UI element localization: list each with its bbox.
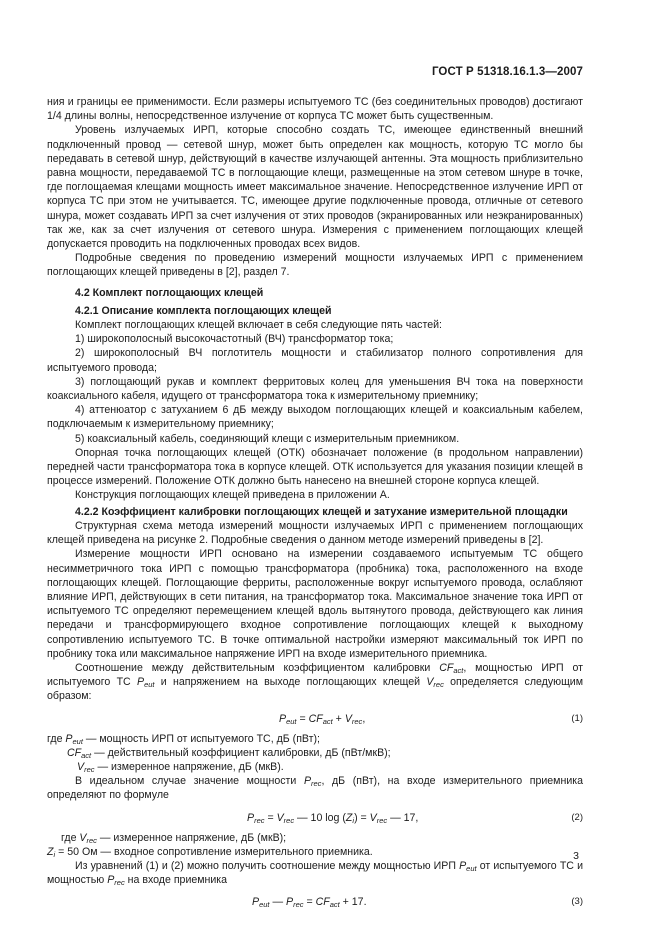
document-header-code: ГОСТ Р 51318.16.1.3—2007	[431, 66, 583, 78]
section-heading-4-2: 4.2 Комплект поглощающих клещей	[75, 286, 264, 299]
section-heading-4-2-1: 4.2.1 Описание комплекта поглощающих клещей	[75, 304, 332, 317]
paragraph: Структурная схема метода измерений мощности излучаемых ИРП с применением поглощающих клещей приведена на рисунке 2. Подробные сведения о данном методе измерений приведены в [2].	[47, 519, 583, 547]
paragraph-ideal-case: В идеальном случае значение мощности $P_{rec}$, дБ (пВт), на входе измерительного приемника определяют по формуле	[47, 775, 583, 802]
paragraph: Уровень излучаемых ИРП, которые способно создать ТС, имеющее единственный внешний подключенный провод — сетевой шнур, может быть определен как мощность, которую ТС могло бы передавать в сетевой шнур, действующий в качестве излучающей антенны. Эта мощность приблизительно равна мощности, передаваемой ТС в поглощающие клещи, размещенные на этом сетевом шнуре в точке, где поглощаемая клещами мощность имеет максимальное значение. Непосредственное излучение ИРП от корпуса ТС при этом не учитывается. ТС, имеющее другие подключенные провода, отличные от сетевого шнура, может создавать ИРП за счет излучения от этих проводов (экранированных или неэкранированных) так же, как за счет излучения от сетевого шнура. Измерения с применением поглощающих клещей допускается проводить на подключенных проводах всех видов.	[47, 124, 583, 251]
list-item: 4) аттенюатор с затуханием 6 дБ между выходом поглощающих клещей и коаксиальным кабелем, подключаемым к измерительному приемнику;	[47, 404, 583, 431]
equation-3: $P_{eut}$ — $P_{rec} = CF_{act} + 17$. (3)	[252, 896, 583, 910]
document-body	[47, 95, 583, 915]
definition-line: $V_{rec}$ — измеренное напряжение, дБ (мкВ).	[77, 760, 284, 774]
definition-line: $Z_i = 50$ Ом — входное сопротивление измерительного приемника.	[47, 845, 373, 859]
paragraph-relation: Соотношение между действительным коэффициентом калибровки $CF_{act}$, мощностью ИРП от испытуемого ТС $P_{eut}$ и напряжением на выходе поглощающих клещей $V_{rec}$ определяется следующим образом:	[47, 661, 584, 703]
list-item: 3) поглощающий рукав и комплект ферритовых колец для уменьшения ВЧ тока на поверхности коаксиального кабеля, идущего от трансформатора тока к измерительному приемнику;	[47, 375, 583, 403]
paragraph: Измерение мощности ИРП основано на измерении создаваемого испытуемым ТС общего несимметричного тока ИРП с помощью трансформатора (пробника) тока, расположенного на входе поглощающих клещей. Поглощающие ферриты, расположенные вокруг испытуемого провода, ослабляют влияние ИРП, действующих в сети питания, на трансформатор тока. Максимальное значение тока ИРП от испытуемого ТС определяют перемещением клещей вдоль вытянутого провода, действующего как линия передачи и трансформирующего входное сопротивление поглощающих клещей к выходному сопротивлению испытуемого ТС. В точке оптимальной настройки измеряют максимальный ток ИРП по пробнику тока или максимальное напряжение ИРП на входе измерительного приемника.	[47, 548, 583, 660]
list-item: 5) коаксиальный кабель, соединяющий клещи с измерительным приемником.	[75, 432, 460, 445]
paragraph-relation-2: Из уравнений (1) и (2) можно получить соотношение между мощностью ИРП $P_{eut}$ от испытуемого ТС и мощностью $P_{rec}$ на входе приемника	[47, 859, 583, 888]
definition-line: где $V_{rec}$ — измеренное напряжение, дБ (мкВ);	[61, 831, 287, 845]
paragraph: Комплект поглощающих клещей включает в себя следующие пять частей:	[75, 319, 442, 332]
paragraph: ния и границы ее применимости. Если размеры испытуемого ТС (без соединительных проводов) достигают 1/4 длины волны, непосредственное излучение от корпуса ТС может быть существенным.	[47, 96, 583, 123]
definition-line: где $P_{eut}$ — мощность ИРП от испытуемого ТС, дБ (пВт);	[47, 732, 320, 746]
equation-2: $P_{rec} = V_{rec}$ — 10 $\log (Z_i) = V_{rec}$ — 17, (2)	[247, 811, 583, 825]
page-number: 3	[573, 850, 579, 862]
definition-line: $CF_{act}$ — действительный коэффициент калибровки, дБ (пВт/мкВ);	[67, 746, 391, 760]
paragraph: Подробные сведения по проведению измерений мощности излучаемых ИРП с применением поглощающих клещей приведены в [2], раздел 7.	[47, 252, 583, 279]
equation-number: (1)	[571, 712, 583, 724]
paragraph: Опорная точка поглощающих клещей (ОТК) обозначает положение (в продольном направлении) передней части трансформатора тока в корпусе клещей. ОТК используется для указания позиции клещей в процессе измерений. Положение ОТК должно быть нанесено на внешней стороне корпуса клещей.	[47, 446, 583, 488]
list-item: 2) широкополосный ВЧ поглотитель мощности и стабилизатор полного сопротивления для испытуемого провода;	[47, 347, 583, 374]
section-heading-4-2-2: 4.2.2 Коэффициент калибровки поглощающих клещей и затухание измерительной площадки	[75, 505, 568, 518]
equation-number: (3)	[571, 896, 583, 908]
equation-1: $P_{eut} = CF_{act} + V_{rec}$, (1)	[279, 712, 583, 726]
list-item: 1) широкополосный высокочастотный (ВЧ) трансформатор тока;	[75, 333, 394, 346]
paragraph: Конструкция поглощающих клещей приведена в приложении А.	[75, 489, 390, 502]
equation-number: (2)	[571, 811, 583, 823]
